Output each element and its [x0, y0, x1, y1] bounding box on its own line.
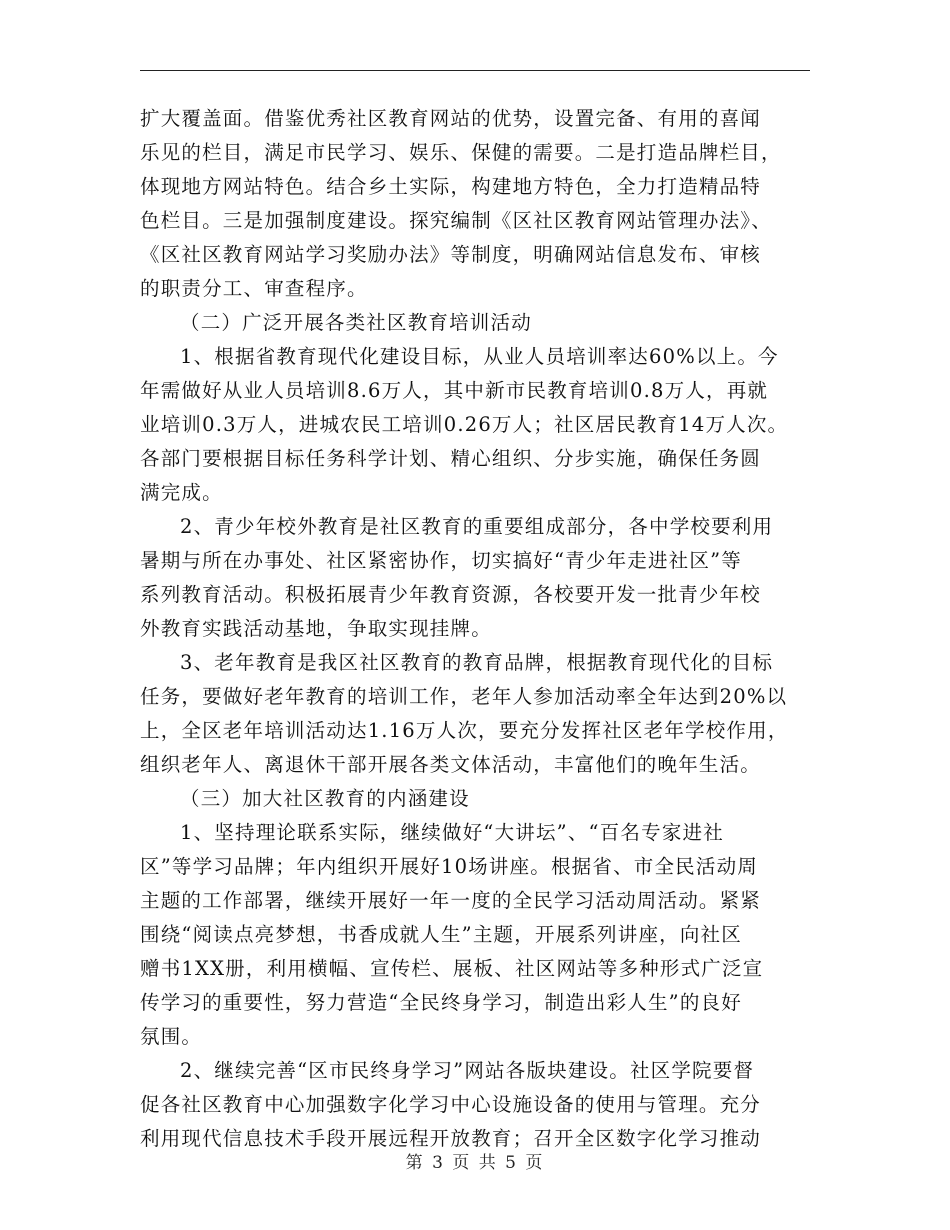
header-rule	[140, 70, 810, 71]
text-line: 年需做好从业人员培训8.6万人，其中新市民教育培训0.8万人，再就	[140, 379, 769, 402]
text-line: 体现地方网站特色。结合乡土实际，构建地方特色，全力打造精品特	[140, 175, 762, 198]
text-line: 乐见的栏目，满足市民学习、娱乐、保健的需要。二是打造品牌栏目，	[140, 141, 782, 164]
text-line: 2、青少年校外教育是社区教育的重要组成部分，各中学校要利用	[180, 515, 774, 538]
text-line: 促各社区教育中心加强数字化学习中心设施设备的使用与管理。充分	[140, 1093, 762, 1116]
text-line: 3、老年教育是我区社区教育的教育品牌，根据教育现代化的目标	[180, 651, 774, 674]
text-line: 传学习的重要性，努力营造“全民终身学习，制造出彩人生”的良好	[140, 991, 742, 1014]
text-line: 外教育实践活动基地，争取实现挂牌。	[140, 617, 492, 640]
page-footer: 第 3 页 共 5 页	[405, 1153, 545, 1173]
text-line: （三）加大社区教育的内涵建设	[180, 787, 470, 810]
text-line: 2、继续完善“区市民终身学习”网站各版块建设。社区学院要督	[180, 1059, 755, 1082]
text-line: （二）广泛开展各类社区教育培训活动	[180, 311, 532, 334]
text-line: 暑期与所在办事处、社区紧密协作，切实搞好“青少年走进社区”等	[140, 549, 742, 572]
text-line: 《区社区教育网站学习奖励办法》等制度，明确网站信息发布、审核	[140, 243, 762, 266]
text-line: 1、坚持理论联系实际，继续做好“大讲坛”、“百名专家进社	[180, 821, 724, 844]
text-line: 利用现代信息技术手段开展远程开放教育；召开全区数字化学习推动	[140, 1127, 762, 1150]
text-line: 上，全区老年培训活动达1.16万人次，要充分发挥社区老年学校作用，	[140, 719, 789, 742]
text-line: 组织老年人、离退休干部开展各类文体活动，丰富他们的晚年生活。	[140, 753, 762, 776]
text-line: 主题的工作部署，继续开展好一年一度的全民学习活动周活动。紧紧	[140, 889, 762, 912]
text-line: 氛围。	[140, 1025, 203, 1048]
text-line: 业培训0.3万人，进城农民工培训0.26万人；社区居民教育14万人次。	[140, 413, 789, 436]
text-line: 围绕“阅读点亮梦想，书香成就人生”主题，开展系列讲座，向社区	[140, 923, 742, 946]
text-line: 1、根据省教育现代化建设目标，从业人员培训率达60%以上。今	[180, 345, 779, 368]
text-line: 满完成。	[140, 481, 223, 504]
text-line: 任务，要做好老年教育的培训工作，老年人参加活动率全年达到20%以	[140, 685, 788, 708]
document-body	[140, 102, 830, 1156]
text-line: 各部门要根据目标任务科学计划、精心组织、分步实施，确保任务圆	[140, 447, 762, 470]
text-line: 的职责分工、审查程序。	[140, 277, 368, 300]
text-line: 赠书1XX册，利用横幅、宣传栏、展板、社区网站等多种形式广泛宣	[140, 957, 764, 980]
text-line: 系列教育活动。积极拓展青少年教育资源，各校要开发一批青少年校	[140, 583, 762, 606]
text-line: 色栏目。三是加强制度建设。探究编制《区社区教育网站管理办法》、	[140, 209, 772, 232]
text-line: 区”等学习品牌；年内组织开展好10场讲座。根据省、市全民活动周	[140, 855, 758, 878]
text-line: 扩大覆盖面。借鉴优秀社区教育网站的优势，设置完备、有用的喜闻	[140, 107, 762, 130]
